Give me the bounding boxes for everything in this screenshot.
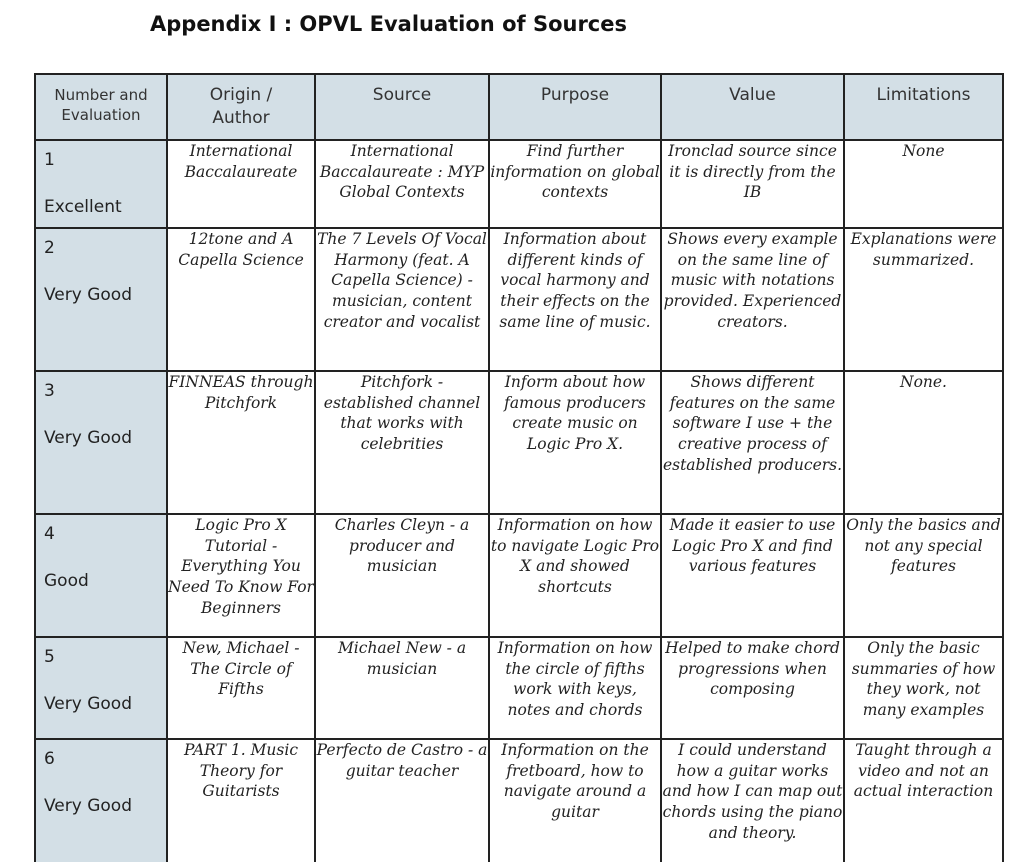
page-title: Appendix I : OPVL Evaluation of Sources	[150, 12, 627, 36]
number-evaluation-cell	[35, 371, 167, 514]
limitations-cell: Only the basic summaries of how they work, not many examples	[844, 637, 1003, 739]
purpose-cell: Information on how the circle of fifths work with keys, notes and chords	[489, 637, 661, 739]
table-row	[35, 514, 1003, 637]
table-row	[35, 228, 1003, 371]
source-cell: Perfecto de Castro - a guitar teacher	[315, 739, 489, 862]
limitations-cell: Explanations were summarized.	[844, 228, 1003, 371]
origin-cell: Logic Pro X Tutorial - Everything You Need To Know For Beginners	[167, 514, 315, 637]
purpose-cell: Information on how to navigate Logic Pro X and showed shortcuts	[489, 514, 661, 637]
header-limitations: Limitations	[844, 74, 1003, 140]
source-cell: International Baccalaureate : MYP Global Contexts	[315, 140, 489, 228]
limitations-cell: Only the basics and not any special features	[844, 514, 1003, 637]
row-rating: Very Good	[44, 428, 132, 448]
value-cell: I could understand how a guitar works and how I can map out chords using the piano and theory.	[661, 739, 844, 862]
source-cell: Charles Cleyn - a producer and musician	[315, 514, 489, 637]
table-row	[35, 140, 1003, 228]
source-cell: Michael New - a musician	[315, 637, 489, 739]
header-number-evaluation: Number and Evaluation	[35, 74, 167, 140]
value-cell: Shows every example on the same line of music with notations provided. Experienced creators.	[661, 228, 844, 371]
value-cell: Ironclad source since it is directly from the IB	[661, 140, 844, 228]
row-number: 5	[44, 647, 55, 667]
source-cell: Pitchfork - established channel that works with celebrities	[315, 371, 489, 514]
number-evaluation-cell	[35, 228, 167, 371]
origin-cell: PART 1. Music Theory for Guitarists	[167, 739, 315, 862]
value-cell: Helped to make chord progressions when composing	[661, 637, 844, 739]
origin-cell: FINNEAS through Pitchfork	[167, 371, 315, 514]
number-evaluation-cell	[35, 514, 167, 637]
table-row	[35, 739, 1003, 862]
row-rating: Excellent	[44, 197, 122, 217]
row-rating: Very Good	[44, 285, 132, 305]
header-purpose: Purpose	[489, 74, 661, 140]
row-number: 2	[44, 238, 55, 258]
header-origin-author: Origin / Author	[167, 74, 315, 140]
row-number: 4	[44, 524, 55, 544]
opvl-table	[34, 73, 1004, 862]
origin-cell: New, Michael - The Circle of Fifths	[167, 637, 315, 739]
source-cell: The 7 Levels Of Vocal Harmony (feat. A Capella Science) - musician, content creator and vocalist	[315, 228, 489, 371]
value-cell: Shows different features on the same software I use + the creative process of established producers.	[661, 371, 844, 514]
limitations-cell: Taught through a video and not an actual interaction	[844, 739, 1003, 862]
row-rating: Very Good	[44, 796, 132, 816]
row-rating: Very Good	[44, 694, 132, 714]
number-evaluation-cell	[35, 140, 167, 228]
purpose-cell: Information on the fretboard, how to navigate around a guitar	[489, 739, 661, 862]
origin-cell: 12tone and A Capella Science	[167, 228, 315, 371]
header-value: Value	[661, 74, 844, 140]
purpose-cell: Information about different kinds of vocal harmony and their effects on the same line of music.	[489, 228, 661, 371]
header-row	[35, 74, 1003, 140]
header-source: Source	[315, 74, 489, 140]
row-rating: Good	[44, 571, 89, 591]
limitations-cell: None.	[844, 371, 1003, 514]
limitations-cell: None	[844, 140, 1003, 228]
number-evaluation-cell	[35, 637, 167, 739]
row-number: 3	[44, 381, 55, 401]
table-row	[35, 637, 1003, 739]
purpose-cell: Inform about how famous producers create music on Logic Pro X.	[489, 371, 661, 514]
row-number: 6	[44, 749, 55, 769]
origin-cell: International Baccalaureate	[167, 140, 315, 228]
number-evaluation-cell	[35, 739, 167, 862]
purpose-cell: Find further information on global contexts	[489, 140, 661, 228]
row-number: 1	[44, 150, 55, 170]
table-row	[35, 371, 1003, 514]
value-cell: Made it easier to use Logic Pro X and find various features	[661, 514, 844, 637]
